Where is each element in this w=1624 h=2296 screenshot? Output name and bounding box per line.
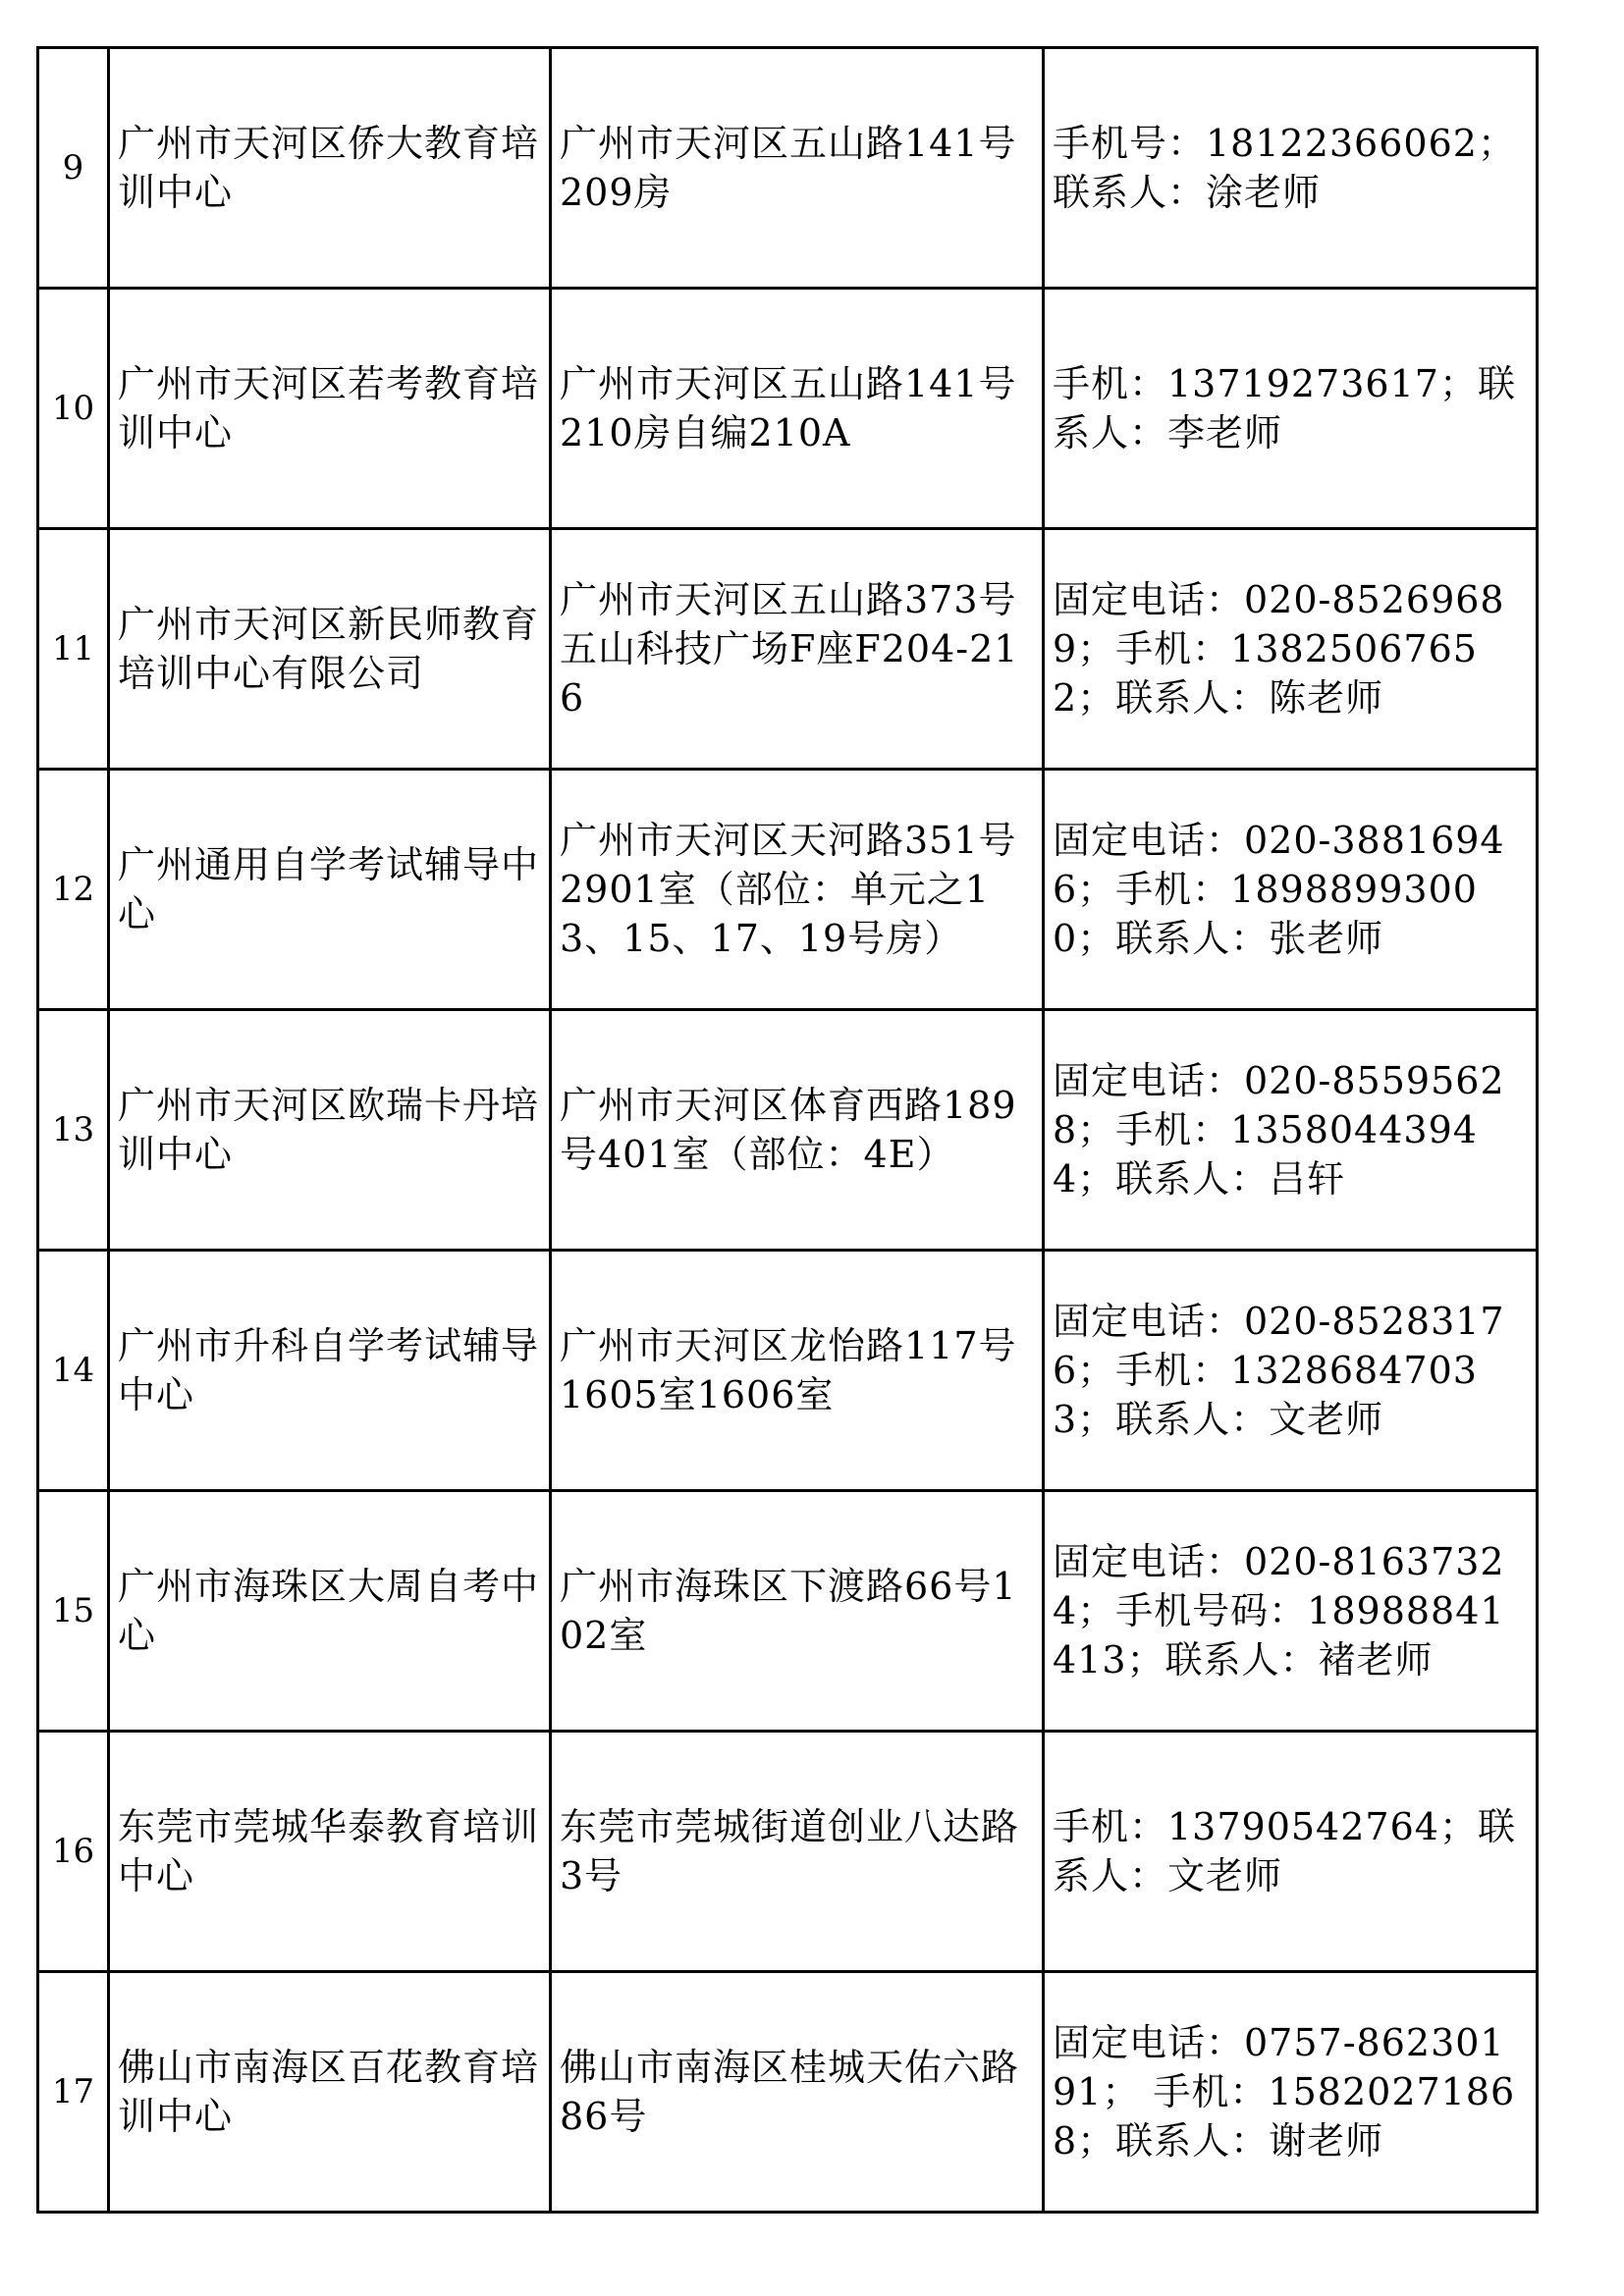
institution-name: 东莞市莞城华泰教育培训中心 — [109, 1732, 551, 1972]
institution-contact: 固定电话：020-38816946；手机：18988993000；联系人：张老师 — [1044, 770, 1538, 1010]
institution-address: 广州市海珠区下渡路66号102室 — [551, 1491, 1044, 1732]
table-row — [38, 1732, 1538, 1972]
table-row — [38, 770, 1538, 1010]
institution-name: 广州市升科自学考试辅导中心 — [109, 1251, 551, 1491]
institution-name: 广州市天河区欧瑞卡丹培训中心 — [109, 1010, 551, 1251]
institution-address: 广州市天河区五山路141号209房 — [551, 48, 1044, 289]
institution-name: 广州市天河区侨大教育培训中心 — [109, 48, 551, 289]
institution-name: 广州市天河区若考教育培训中心 — [109, 289, 551, 529]
table-row — [38, 289, 1538, 529]
institution-name: 广州通用自学考试辅导中心 — [109, 770, 551, 1010]
institution-contact: 固定电话：020-81637324；手机号码：18988841413；联系人：褚老师 — [1044, 1491, 1538, 1732]
row-number: 10 — [38, 289, 109, 529]
institution-address: 广州市天河区五山路141号210房自编210A — [551, 289, 1044, 529]
table-row — [38, 48, 1538, 289]
row-number: 9 — [38, 48, 109, 289]
row-number: 16 — [38, 1732, 109, 1972]
institution-address: 东莞市莞城街道创业八达路3号 — [551, 1732, 1044, 1972]
institution-contact: 固定电话：020-85269689；手机：13825067652；联系人：陈老师 — [1044, 529, 1538, 770]
institution-address: 广州市天河区天河路351号2901室（部位：单元之13、15、17、19号房） — [551, 770, 1044, 1010]
table-row — [38, 1491, 1538, 1732]
institution-name: 广州市天河区新民师教育培训中心有限公司 — [109, 529, 551, 770]
institution-contact: 手机：13790542764；联系人：文老师 — [1044, 1732, 1538, 1972]
table-row — [38, 529, 1538, 770]
table-row — [38, 1010, 1538, 1251]
row-number: 11 — [38, 529, 109, 770]
institution-address: 广州市天河区体育西路189号401室（部位：4E） — [551, 1010, 1044, 1251]
institution-contact: 手机：13719273617；联系人：李老师 — [1044, 289, 1538, 529]
institution-contact: 固定电话：0757-86230191； 手机：15820271868；联系人：谢老师 — [1044, 1972, 1538, 2213]
institution-address: 广州市天河区龙怡路117号1605室1606室 — [551, 1251, 1044, 1491]
institution-name: 广州市海珠区大周自考中心 — [109, 1491, 551, 1732]
institution-contact: 手机号：18122366062；联系人：涂老师 — [1044, 48, 1538, 289]
institution-name: 佛山市南海区百花教育培训中心 — [109, 1972, 551, 2213]
institution-table — [36, 46, 1539, 2214]
institution-address: 佛山市南海区桂城天佑六路86号 — [551, 1972, 1044, 2213]
table-row — [38, 1251, 1538, 1491]
institution-contact: 固定电话：020-85283176；手机：13286847033；联系人：文老师 — [1044, 1251, 1538, 1491]
table-row — [38, 1972, 1538, 2213]
row-number: 17 — [38, 1972, 109, 2213]
row-number: 15 — [38, 1491, 109, 1732]
row-number: 12 — [38, 770, 109, 1010]
institution-address: 广州市天河区五山路373号五山科技广场F座F204-216 — [551, 529, 1044, 770]
row-number: 13 — [38, 1010, 109, 1251]
institution-contact: 固定电话：020-85595628；手机：13580443944；联系人：吕轩 — [1044, 1010, 1538, 1251]
row-number: 14 — [38, 1251, 109, 1491]
